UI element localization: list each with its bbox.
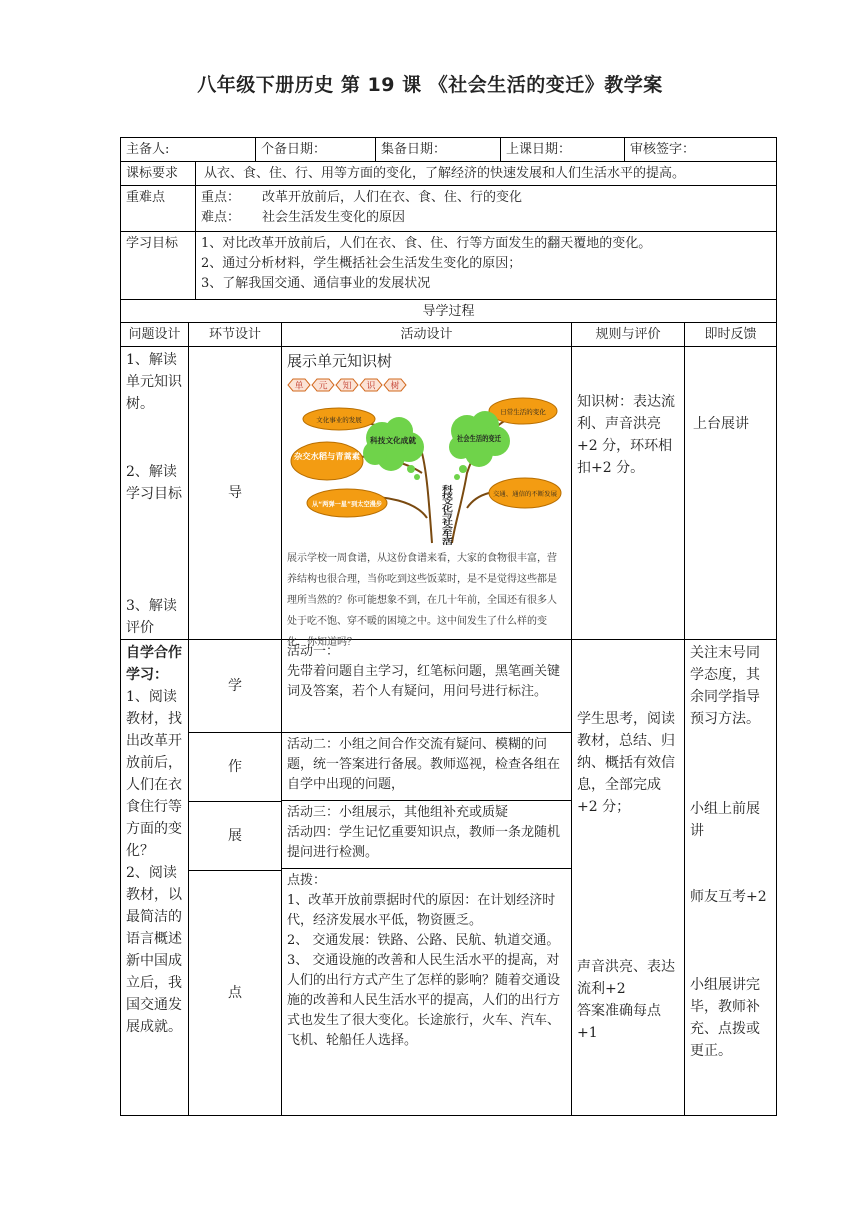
banner [288,379,406,392]
section-study-row [121,639,776,1115]
banner-char: 知 [342,381,352,392]
activity-dian [282,868,571,1113]
node-wenhua-label: 文化事业的发展 [316,416,362,424]
banner-char: 树 [390,381,400,392]
col-activity: 活动设计 [281,323,571,346]
standard-label: 课标要求 [126,166,179,181]
col-rules: 规则与评价 [571,323,684,346]
process-title-row [121,299,776,322]
banner-hex [288,379,310,392]
meta-row [121,138,776,161]
study-feedback-3: 师友互考+2 [690,889,767,905]
intro-paragraph: 展示学校一周食谱，从这份食谱来看，大家的食物很丰富，营养结构也很合理，当你吃到这些饭菜时，是不是觉得这些都是理所当然的？你可能想象不到，在几十年前，全国还有很多人处于吃不饱、穿不暖的困境之中。这中间发生了什么样的变化，你知道吗？ [287,553,557,648]
hard-point-text: 社会生活发生变化的原因 [262,210,406,225]
process-title: 导学过程 [422,304,475,319]
node-keji [363,417,424,480]
page-title: 八年级下册历史 第 19 课 《社会生活的变迁》教学案 [197,74,663,96]
intro-feedback: 上台展讲 [684,347,776,639]
section-intro-row [121,346,776,648]
lesson-plan-table [120,137,777,1116]
banner-hex [312,379,334,392]
study-rules-1: 学生思考，阅读教材，总结、归纳、概括有效信息，全部完成+2 分； [577,711,675,815]
stage-dian: 点 [189,870,281,1115]
difficulty-row [121,185,776,231]
dian-title: 点拨： [287,873,327,888]
study-feedback-1: 关注末号同学态度，其余同学指导预习方法。 [690,645,760,727]
study-question-1: 1、阅读教材，找出改革开放前后，人们在衣食住行等方面的变化？ [126,689,182,859]
class-date-cell: 上课日期： [500,138,624,161]
banner-char: 识 [366,381,376,392]
dian-point-2: 2、 交通发展：铁路、公路、民航、轨道交通。 [287,933,560,948]
stage-zuo: 作 [189,732,281,801]
tree-heading: 展示单元知识树 [287,352,393,370]
stage-zhan: 展 [189,801,281,870]
key-point-text: 改革开放前后，人们在衣、食、住、行的变化 [262,190,523,205]
column-header-row [121,322,776,346]
trunk-label: 科技文化与社会生活 [440,485,454,548]
study-question-2: 2、阅读教材，以最简洁的语言概述新中国成立后，我国交通发展成就。 [126,865,182,1035]
banner-hex [360,379,382,392]
stage-dao: 导 [188,347,281,639]
node-zajiao-label: 杂交水稻与青蒿素 [294,452,358,461]
node-richang-label: 日常生活的变化 [500,408,546,416]
study-feedback-4: 小组展讲完毕，教师补充、点拨或更正。 [690,977,760,1059]
banner-hex [336,379,358,392]
study-rules [571,640,684,1115]
activity-zhan-3: 活动三：小组展示，其他组补充或质疑 [287,805,509,820]
review-signature-cell: 审核签字： [624,138,776,161]
difficulty-label: 重难点 [126,190,166,205]
dian-point-1: 1、改革开放前票据时代的原因：在计划经济时代，经济发展水平低，物资匮乏。 [287,893,556,928]
intro-questions [121,347,188,639]
study-activities [281,640,571,1115]
activity-xue-text: 先带着问题自主学习，红笔标问题，黑笔画关键词及答案，若个人有疑问，用问号进行标注。 [287,664,561,699]
banner-hex [384,379,406,392]
node-jiaotong-label: 交通、通信的不断发展 [493,491,554,498]
standard-text: 从衣、食、住、行、用等方面的变化，了解经济的快速发展和人们生活水平的提高。 [195,162,776,185]
study-rules-2: 声音洪亮、表达流利+2 答案准确每点+1 [577,959,675,1041]
activity-xue-title: 活动一： [287,644,340,659]
node-liangdan-label: 从“两弹一星”到太空漫步 [312,500,386,508]
col-question: 问题设计 [128,327,181,342]
knowledge-tree [287,373,567,548]
activity-zhan-4: 活动四：学生记忆重要知识点，教师一条龙随机提问进行检测。 [287,825,561,860]
question-3: 3、解读评价 [126,598,177,636]
study-questions [121,640,188,1115]
goal-item: 3、了解我国交通、通信事业的发展状况 [201,276,431,291]
intro-activity [281,347,571,648]
activity-zuo: 活动二：小组之间合作交流有疑问、模糊的问题，统一答案进行备展。教师巡视，检查各组在自学中出现的问题， [282,732,571,800]
node-keji-label: 科技文化成就 [370,436,415,445]
study-feedback-2: 小组上前展讲 [690,801,760,839]
goals-label: 学习目标 [126,236,179,251]
study-stages [188,640,281,1115]
study-feedback [684,640,776,1115]
col-feedback: 即时反馈 [684,323,776,346]
knowledge-tree-diagram [287,373,567,548]
activity-zhan [282,800,571,868]
dian-point-3: 3、 交通设施的改善和人民生活水平的提高，对人们的出行方式产生了怎样的影响？随着交通设施的改善和人民生活水平的提高，人们的出行方式也发生了很大变化。长途旅行，火车、汽车、飞机、轮船任人选择。 [287,953,561,1048]
node-zajiao [291,442,363,480]
question-2: 2、解读学习目标 [126,464,182,502]
goal-item: 1、对比改革开放前后，人们在衣、食、住、行等方面发生的翻天覆地的变化。 [201,236,652,251]
key-point-label: 重点： [201,190,241,205]
goal-item: 2、通过分析材料，学生概括社会生活发生变化的原因； [201,256,522,271]
banner-char: 单 [294,381,304,392]
intro-rules: 知识树：表达流利、声音洪亮+2 分，环环相扣+2 分。 [571,347,684,639]
hard-point-label: 难点： [201,210,241,225]
activity-xue [282,640,571,732]
preparer-cell: 主备人: [126,142,170,157]
question-1: 1、解读单元知识树。 [126,352,182,412]
node-shehui-label: 社会生活的变迁 [457,434,510,443]
individual-date-cell: 个备日期： [255,138,375,161]
stage-xue: 学 [228,677,242,694]
goals-row [121,231,776,299]
banner-char: 元 [318,381,328,392]
standard-row [121,161,776,185]
study-heading: 自学合作学习： [126,645,182,683]
group-date-cell: 集备日期： [375,138,500,161]
col-stage: 环节设计 [188,323,281,346]
